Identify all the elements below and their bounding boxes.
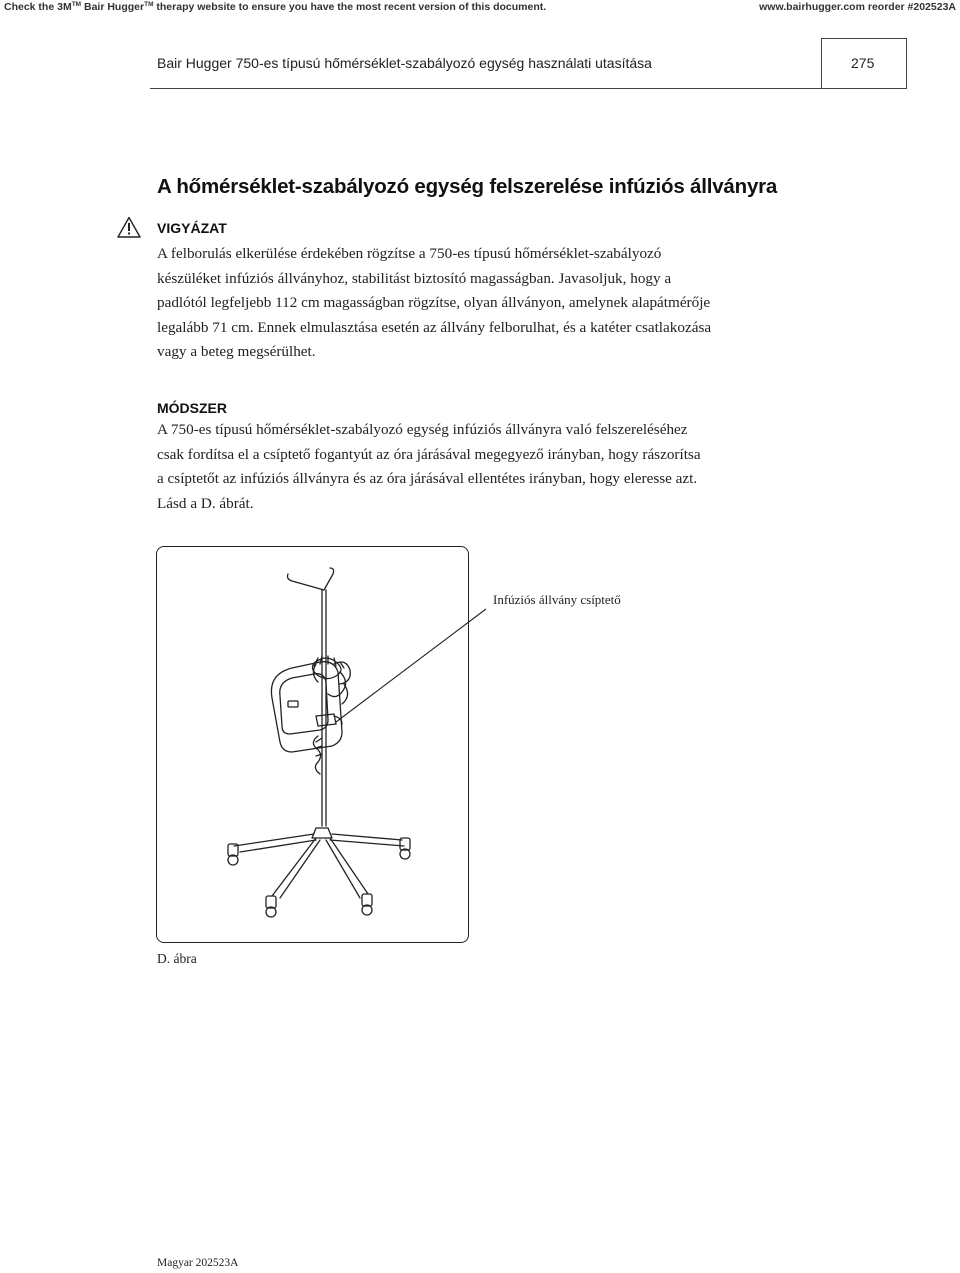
base-leg-back-right <box>330 834 404 846</box>
header-rule-bottom <box>150 88 907 89</box>
warning-line: készüléket infúziós állványhoz, stabilitást biztosító magasságban. Javasoljuk, hogy a <box>157 269 672 287</box>
method-line: Lásd a D. ábrát. <box>157 494 254 512</box>
temperature-unit-panel <box>280 674 328 734</box>
base-leg-back-left <box>234 834 316 852</box>
pole-hook-left <box>288 574 325 590</box>
caster-front-right <box>362 894 372 915</box>
page-number: 275 <box>851 55 875 71</box>
base-leg-front-left <box>272 838 320 898</box>
top-notice-text: Check the 3M™ Bair Hugger™ therapy website to ensure you have the most recent version of this document. <box>4 1 547 13</box>
base-leg-front-right <box>326 838 368 898</box>
page-footer: Magyar 202523A <box>157 1257 239 1269</box>
method-line: a csíptetőt az infúziós állványra és az óra járásával ellentétes irányban, hogy eleresse azt. <box>157 470 698 487</box>
warning-line: legalább 71 cm. Ennek elmulasztása esetén az állvány felborulhat, és a katéter csatlakozása <box>157 318 712 336</box>
warning-line: A felborulás elkerülése érdekében rögzítse a 750-es típusú hőmérséklet-szabályozó <box>157 245 662 262</box>
warning-label: VIGYÁZAT <box>157 220 227 236</box>
base-hub <box>312 828 332 838</box>
figure-caption: D. ábra <box>157 951 197 966</box>
caster-back-left <box>228 844 238 865</box>
caster-front-left <box>266 896 276 917</box>
method-text <box>157 418 817 516</box>
running-header-title: Bair Hugger 750-es típusú hőmérséklet-szabályozó egység használati utasítása <box>157 55 652 71</box>
warning-text <box>157 242 817 365</box>
iv-pole-illustration <box>0 546 960 943</box>
header-rule-top <box>821 38 906 39</box>
reorder-link[interactable]: www.bairhugger.com reorder #202523A <box>759 1 956 13</box>
caster-back-right <box>400 838 410 859</box>
section-title: A hőmérséklet-szabályozó egység felszerelése infúziós állványra <box>157 175 778 198</box>
figure-callout-label: Infúziós állvány csíptető <box>493 592 621 607</box>
method-line: csak fordítsa el a csíptető fogantyút az óra járásával megegyező irányban, hogy rászorítsa <box>157 445 701 463</box>
unit-display <box>288 701 298 707</box>
callout-leader-line <box>336 609 486 722</box>
pole-hook-right <box>324 568 334 590</box>
method-label: MÓDSZER <box>157 400 227 416</box>
warning-line: padlótól legfeljebb 112 cm magasságban rögzítse, olyan állványon, amelynek alapátmérője <box>157 294 711 311</box>
header-rule-right <box>906 38 907 88</box>
top-notice-bar <box>0 0 960 16</box>
warning-line: vagy a beteg megsérülhet. <box>157 343 316 360</box>
warning-triangle-icon <box>117 216 141 238</box>
method-line: A 750-es típusú hőmérséklet-szabályozó egység infúziós állványra való felszereléséhez <box>157 421 688 438</box>
header-rule-left <box>821 38 822 88</box>
